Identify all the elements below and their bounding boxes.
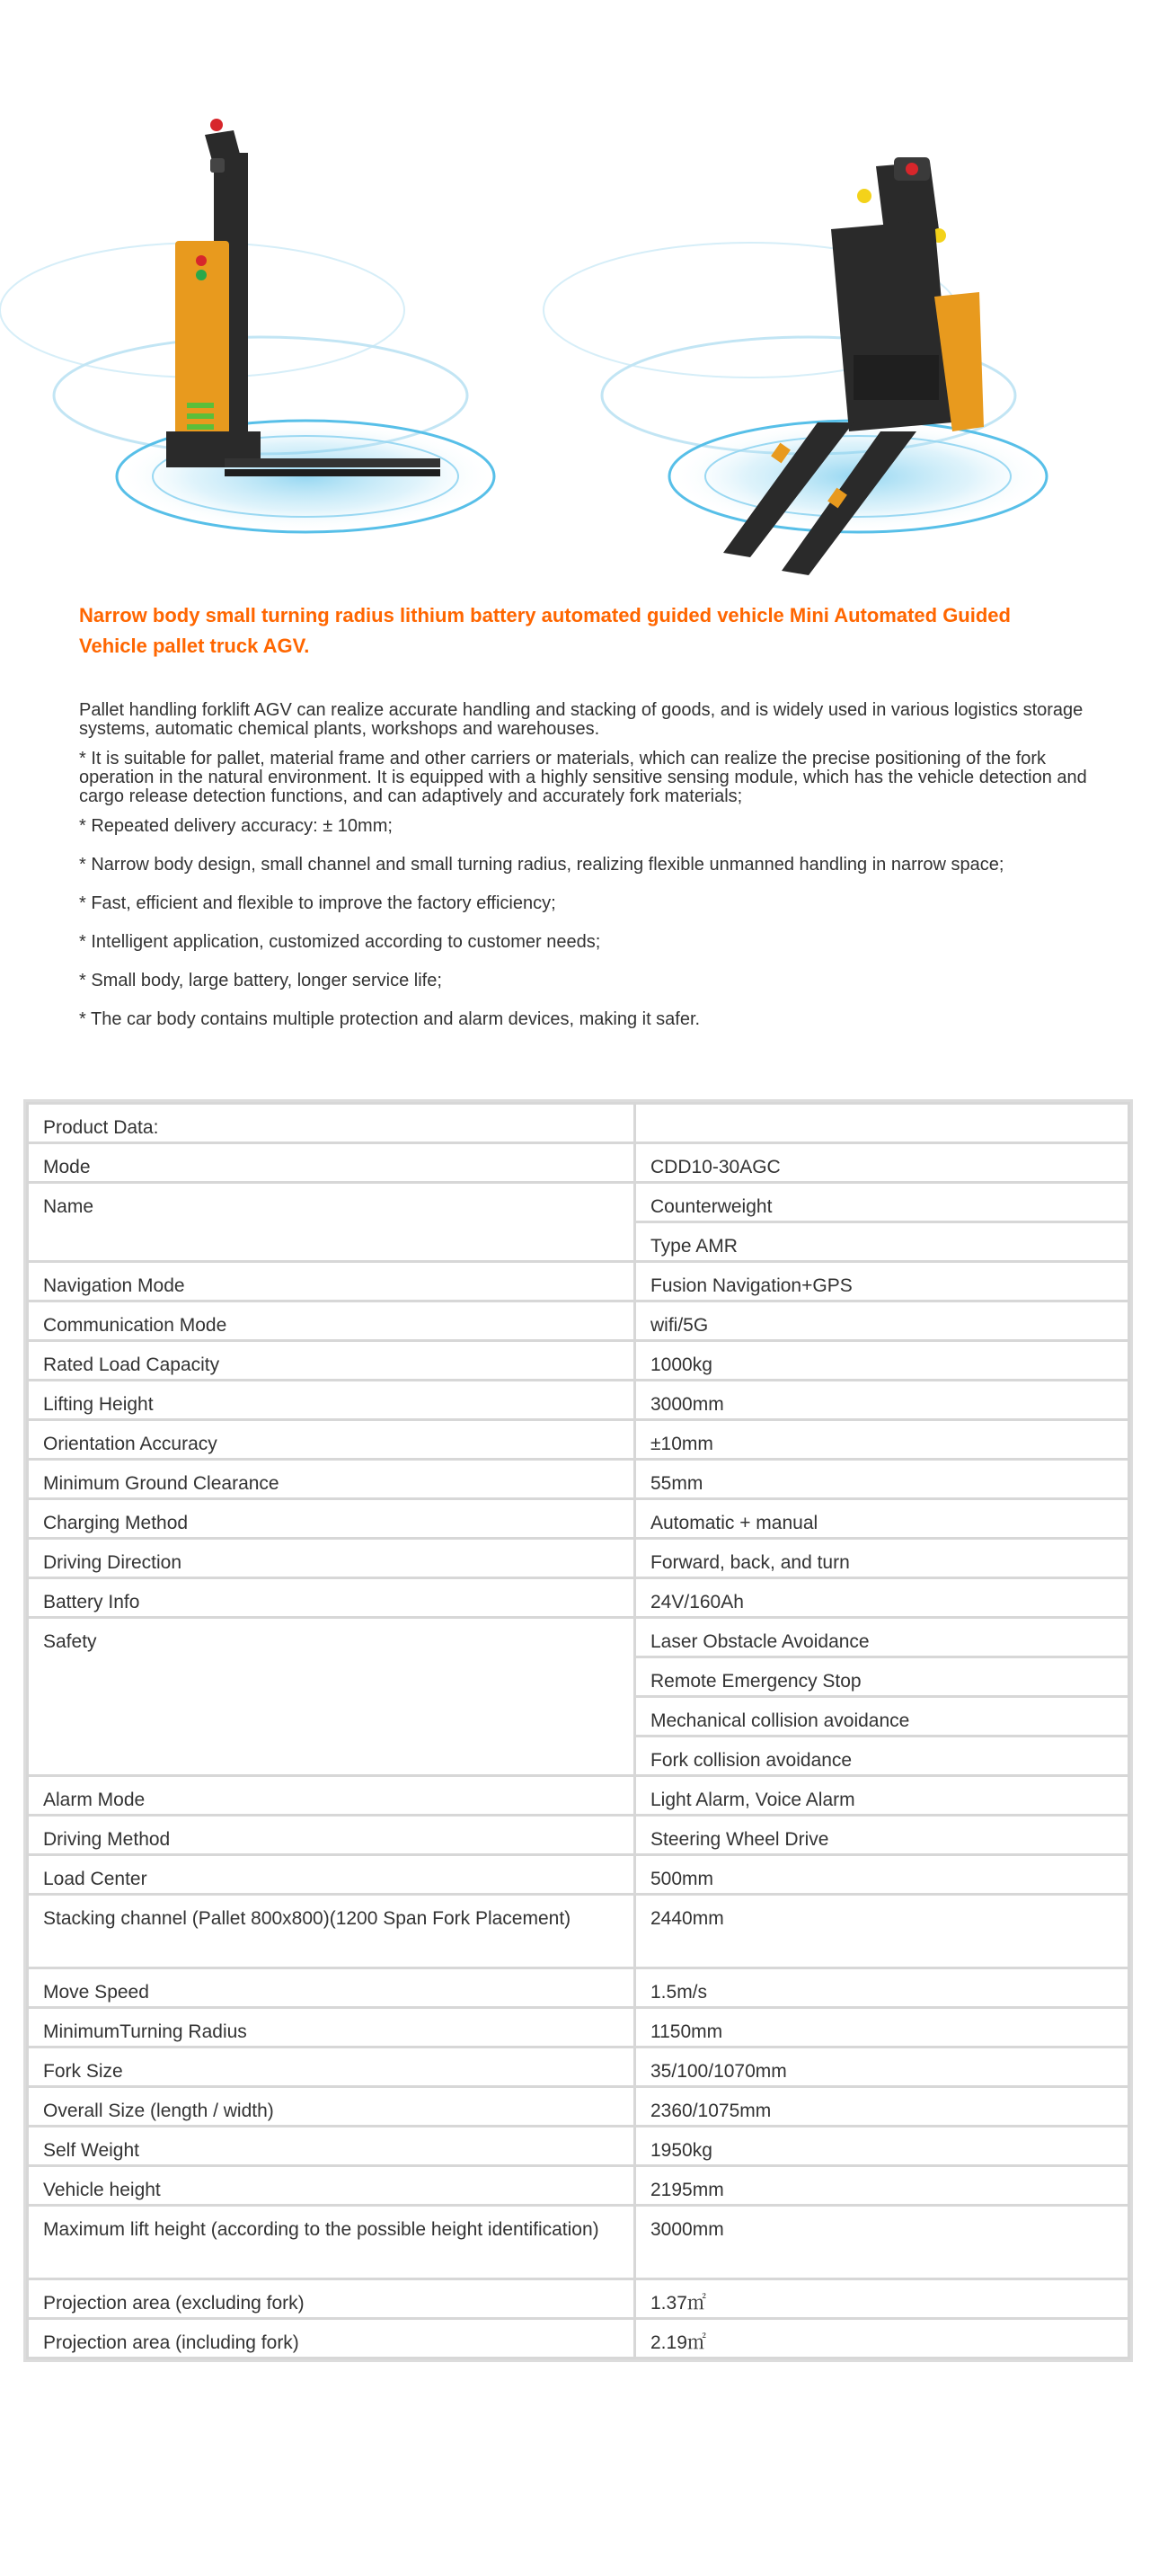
spec-label: Load Center (28, 1855, 635, 1895)
table-row (28, 1737, 1129, 1776)
spec-label: Move Speed (28, 1968, 635, 2008)
table-row (28, 1697, 1129, 1737)
table-row (28, 1301, 1129, 1341)
spec-value: ±10mm (635, 1420, 1129, 1460)
table-row (28, 1578, 1129, 1618)
spec-label (28, 1697, 635, 1737)
spec-value: 2.19㎡ (635, 2319, 1129, 2358)
spec-value (635, 1104, 1129, 1143)
product-headline: Narrow body small turning radius lithium battery automated guided vehicle Mini Automated Guided Vehicle pallet truck AGV. (79, 604, 1011, 657)
feature-item: * Small body, large battery, longer service life; (79, 971, 442, 990)
intro-paragraph: Pallet handling forklift AGV can realize accurate handling and stacking of goods, and is widely used in various logistics storage systems, automatic chemical plants, workshops and warehouses. (79, 700, 1084, 739)
table-row (28, 2127, 1129, 2166)
table-row (28, 1183, 1129, 1222)
spec-value: 2195mm (635, 2166, 1129, 2206)
table-row (28, 1657, 1129, 1697)
spec-label: Name (28, 1183, 635, 1222)
spec-label: Lifting Height (28, 1381, 635, 1420)
spec-label: MinimumTurning Radius (28, 2008, 635, 2047)
feature-item: * Fast, efficient and flexible to improve the factory efficiency; (79, 893, 556, 913)
product-description (79, 701, 1103, 1049)
feature-item: * It is suitable for pallet, material frame and other carriers or materials, which can realize the precise positioning of the fork operation in the natural environment. It is equipped with a highly sensitive sensing module, which has the vehicle detection and cargo release detection functions, and can adaptively and accurately fork materials; (79, 749, 1087, 806)
spec-value: Fork collision avoidance (635, 1737, 1129, 1776)
spec-table (26, 1102, 1130, 2359)
spec-value: 1.37㎡ (635, 2279, 1129, 2319)
spec-value: 2440mm (635, 1895, 1129, 1968)
table-row (28, 1968, 1129, 2008)
spec-value: 55mm (635, 1460, 1129, 1499)
spec-label: Maximum lift height (according to the possible height identification) (28, 2206, 635, 2279)
table-row (28, 1499, 1129, 1539)
table-row (28, 1341, 1129, 1381)
table-row (28, 2279, 1129, 2319)
table-row (28, 2047, 1129, 2087)
agv-perspective-view (544, 157, 1047, 575)
spec-label (28, 1657, 635, 1697)
spec-label: Driving Direction (28, 1539, 635, 1578)
agv-side-view (0, 119, 494, 532)
spec-label: Charging Method (28, 1499, 635, 1539)
table-row (28, 1143, 1129, 1183)
table-row (28, 2166, 1129, 2206)
spec-value: 500mm (635, 1855, 1129, 1895)
spec-value: 1.5m/s (635, 1968, 1129, 2008)
feature-item: * Narrow body design, small channel and small turning radius, realizing flexible unmanned handling in narrow space; (79, 855, 1004, 875)
spec-value: 35/100/1070mm (635, 2047, 1129, 2087)
spec-value: wifi/5G (635, 1301, 1129, 1341)
table-row (28, 1262, 1129, 1301)
spec-label: Orientation Accuracy (28, 1420, 635, 1460)
table-row (28, 1381, 1129, 1420)
feature-item: * Intelligent application, customized according to customer needs; (79, 932, 601, 952)
spec-value: Remote Emergency Stop (635, 1657, 1129, 1697)
spec-label: Fork Size (28, 2047, 635, 2087)
table-row (28, 2087, 1129, 2127)
spec-value: Steering Wheel Drive (635, 1816, 1129, 1855)
spec-value: 3000mm (635, 1381, 1129, 1420)
table-row (28, 1855, 1129, 1895)
spec-value: 1000kg (635, 1341, 1129, 1381)
table-row (28, 1618, 1129, 1657)
spec-label: Alarm Mode (28, 1776, 635, 1816)
spec-value: 1950kg (635, 2127, 1129, 2166)
table-row (28, 1222, 1129, 1262)
spec-value: Laser Obstacle Avoidance (635, 1618, 1129, 1657)
spec-label (28, 1737, 635, 1776)
feature-item: * The car body contains multiple protection and alarm devices, making it safer. (79, 1009, 701, 1029)
product-hero-image (0, 0, 1150, 584)
spec-label: Safety (28, 1618, 635, 1657)
spec-value: 24V/160Ah (635, 1578, 1129, 1618)
spec-value: Forward, back, and turn (635, 1539, 1129, 1578)
spec-value: Fusion Navigation+GPS (635, 1262, 1129, 1301)
spec-value: Mechanical collision avoidance (635, 1697, 1129, 1737)
spec-value: 2360/1075mm (635, 2087, 1129, 2127)
spec-label: Rated Load Capacity (28, 1341, 635, 1381)
feature-item: * Repeated delivery accuracy: ± 10mm; (79, 816, 393, 836)
table-row (28, 2206, 1129, 2279)
table-row (28, 1539, 1129, 1578)
spec-value: 3000mm (635, 2206, 1129, 2279)
spec-value: Counterweight (635, 1183, 1129, 1222)
spec-value: Automatic + manual (635, 1499, 1129, 1539)
table-row (28, 1816, 1129, 1855)
table-row (28, 1776, 1129, 1816)
spec-label: Vehicle height (28, 2166, 635, 2206)
spec-label: Minimum Ground Clearance (28, 1460, 635, 1499)
spec-label (28, 1222, 635, 1262)
table-row (28, 1895, 1129, 1968)
spec-label: Battery Info (28, 1578, 635, 1618)
spec-value: Type AMR (635, 1222, 1129, 1262)
spec-label: Overall Size (length / width) (28, 2087, 635, 2127)
spec-label: Self Weight (28, 2127, 635, 2166)
table-row (28, 1104, 1129, 1143)
spec-label: Mode (28, 1143, 635, 1183)
spec-label: Stacking channel (Pallet 800x800)(1200 Span Fork Placement) (28, 1895, 635, 1968)
table-row (28, 1420, 1129, 1460)
spec-label: Projection area (excluding fork) (28, 2279, 635, 2319)
table-row (28, 2319, 1129, 2358)
spec-label: Product Data: (28, 1104, 635, 1143)
table-row (28, 2008, 1129, 2047)
spec-value: Light Alarm, Voice Alarm (635, 1776, 1129, 1816)
table-row (28, 1460, 1129, 1499)
spec-value: CDD10-30AGC (635, 1143, 1129, 1183)
spec-label: Projection area (including fork) (28, 2319, 635, 2358)
spec-label: Navigation Mode (28, 1262, 635, 1301)
spec-label: Communication Mode (28, 1301, 635, 1341)
spec-value: 1150mm (635, 2008, 1129, 2047)
spec-label: Driving Method (28, 1816, 635, 1855)
